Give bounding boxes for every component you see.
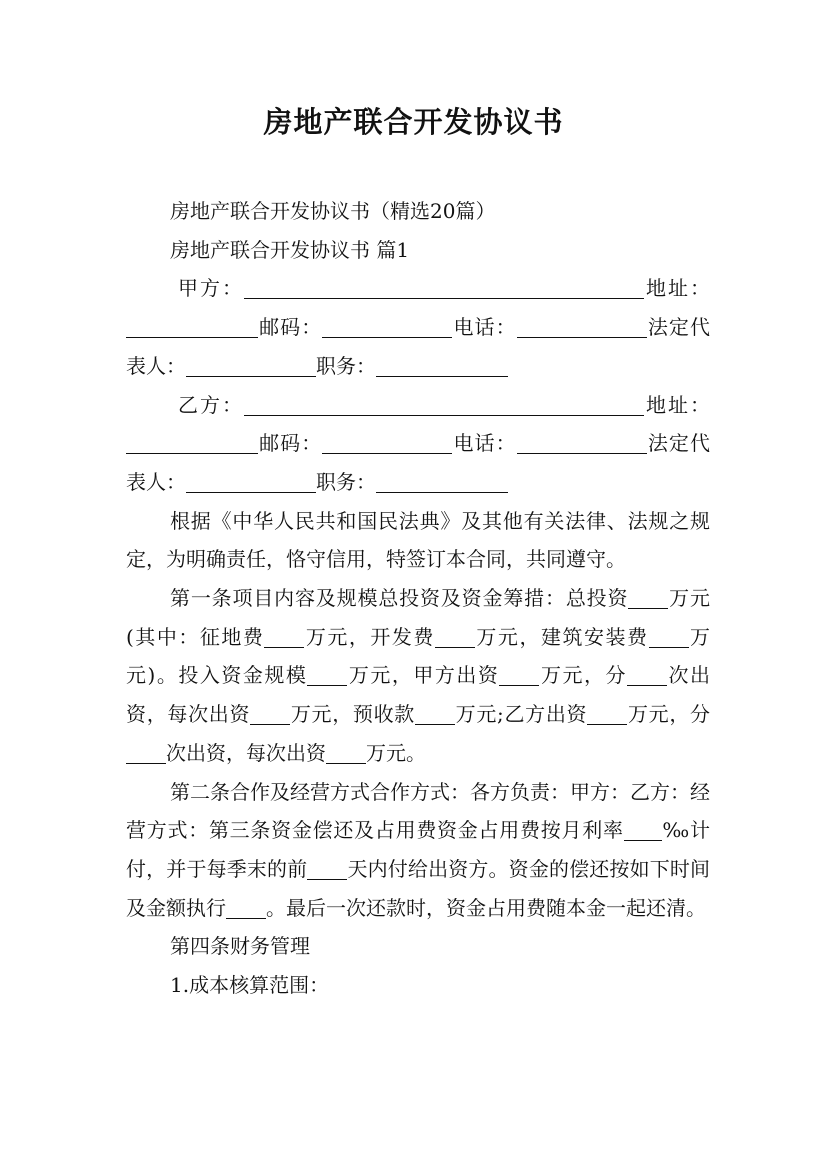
- document-body: [126, 192, 710, 1005]
- fill-blank: [628, 586, 668, 609]
- party-b-address-blank: [126, 431, 258, 454]
- article-2-text: 天内付给出资方。资金的偿还按如下时间及金额执行: [126, 856, 711, 920]
- party-a-postcode-blank: [322, 315, 452, 338]
- party-b-postcode-blank: [322, 431, 452, 454]
- party-a-address-label: 地址：: [644, 276, 710, 301]
- party-a-legal-rep-label-2: 代表人：: [126, 315, 711, 378]
- party-a-block: [126, 269, 710, 385]
- article-2-paragraph: [126, 773, 710, 928]
- party-b-phone-blank: [517, 431, 647, 454]
- preamble-paragraph: 根据《中华人民共和国民法典》及其他有关法律、法规之规定，为明确责任，恪守信用，特签订本合同，共同遵守。: [126, 508, 710, 572]
- article-1-text: 万元，分: [539, 663, 627, 688]
- party-a-legal-rep-label-1: 法定: [646, 315, 691, 340]
- party-b-postcode-label: 邮码：: [258, 431, 323, 456]
- party-b-legal-rep-blank: [186, 470, 316, 493]
- fill-blank: [415, 702, 455, 725]
- article-2-text: ‰计付，并于每季末的前: [126, 818, 710, 881]
- fill-blank: [624, 818, 662, 841]
- party-b-legal-rep-label-2: 代表人：: [126, 431, 711, 494]
- fill-blank: [307, 857, 347, 880]
- party-a-position-blank: [376, 354, 508, 377]
- party-a-label: 甲方：: [178, 276, 244, 301]
- fill-blank: [499, 663, 539, 686]
- party-b-position-label: 职务：: [316, 469, 376, 494]
- party-b-address-label: 地址：: [644, 392, 710, 417]
- article-1-text: 第一条项目内容及规模总投资及资金筹措：总投资: [170, 586, 629, 611]
- article-1-text: 次出资，每次出资: [126, 663, 710, 727]
- fill-blank: [264, 625, 304, 648]
- party-b-name-blank: [244, 393, 644, 416]
- article-1-text: 万元(其中：征地费: [126, 586, 711, 649]
- article-1-paragraph: [126, 579, 710, 773]
- party-a-legal-rep-blank: [186, 354, 316, 377]
- article-1-text: 万元，预收款: [290, 702, 415, 727]
- fill-blank: [326, 741, 366, 764]
- party-b-position-blank: [376, 470, 508, 493]
- article-1-text: 万元，建筑安装费: [474, 624, 649, 649]
- article-1-text: 万元;乙方出资: [454, 702, 588, 727]
- fill-blank: [250, 702, 290, 725]
- article-1-text: 万元)。投入资金规模: [126, 624, 711, 688]
- article-1-text: 万元，开发费: [304, 624, 435, 649]
- section-heading: 房地产联合开发协议书 篇1: [170, 237, 410, 262]
- fill-blank: [587, 702, 627, 725]
- fill-blank: [649, 625, 689, 648]
- party-a-position-label: 职务：: [316, 353, 376, 378]
- fill-blank: [307, 663, 347, 686]
- article-4-heading: 第四条财务管理: [170, 934, 310, 959]
- item-1-heading: 1.成本核算范围：: [170, 973, 330, 998]
- party-a-name-blank: [244, 276, 644, 299]
- party-b-label: 乙方：: [178, 392, 244, 417]
- article-1-text: 次出资，每次出资: [166, 740, 326, 765]
- fill-blank: [226, 896, 266, 919]
- article-1-text: 万元，甲方出资: [347, 663, 500, 688]
- fill-blank: [126, 741, 166, 764]
- article-1-text: 万元，分: [627, 702, 711, 727]
- party-b-phone-label: 电话：: [452, 431, 517, 456]
- article-2-text: 第二条合作及经营方式合作方式：各方负责：甲方：乙方：经营方式：第三条资金偿还及占用费资金占用费按月利率: [126, 779, 710, 843]
- document-title: 房地产联合开发协议书: [263, 105, 564, 139]
- article-1-text: 万元。: [366, 740, 426, 765]
- document-subtitle: 房地产联合开发协议书（精选20篇）: [170, 199, 496, 223]
- party-a-phone-blank: [517, 315, 647, 338]
- party-b-legal-rep-label-1: 法定: [646, 431, 691, 456]
- party-b-block: [126, 386, 710, 502]
- party-a-postcode-label: 邮码：: [258, 315, 323, 340]
- fill-blank: [627, 663, 667, 686]
- party-a-address-blank: [126, 315, 258, 338]
- fill-blank: [435, 625, 475, 648]
- article-2-text: 。最后一次还款时，资金占用费随本金一起还清。: [266, 895, 706, 920]
- party-a-phone-label: 电话：: [452, 315, 517, 340]
